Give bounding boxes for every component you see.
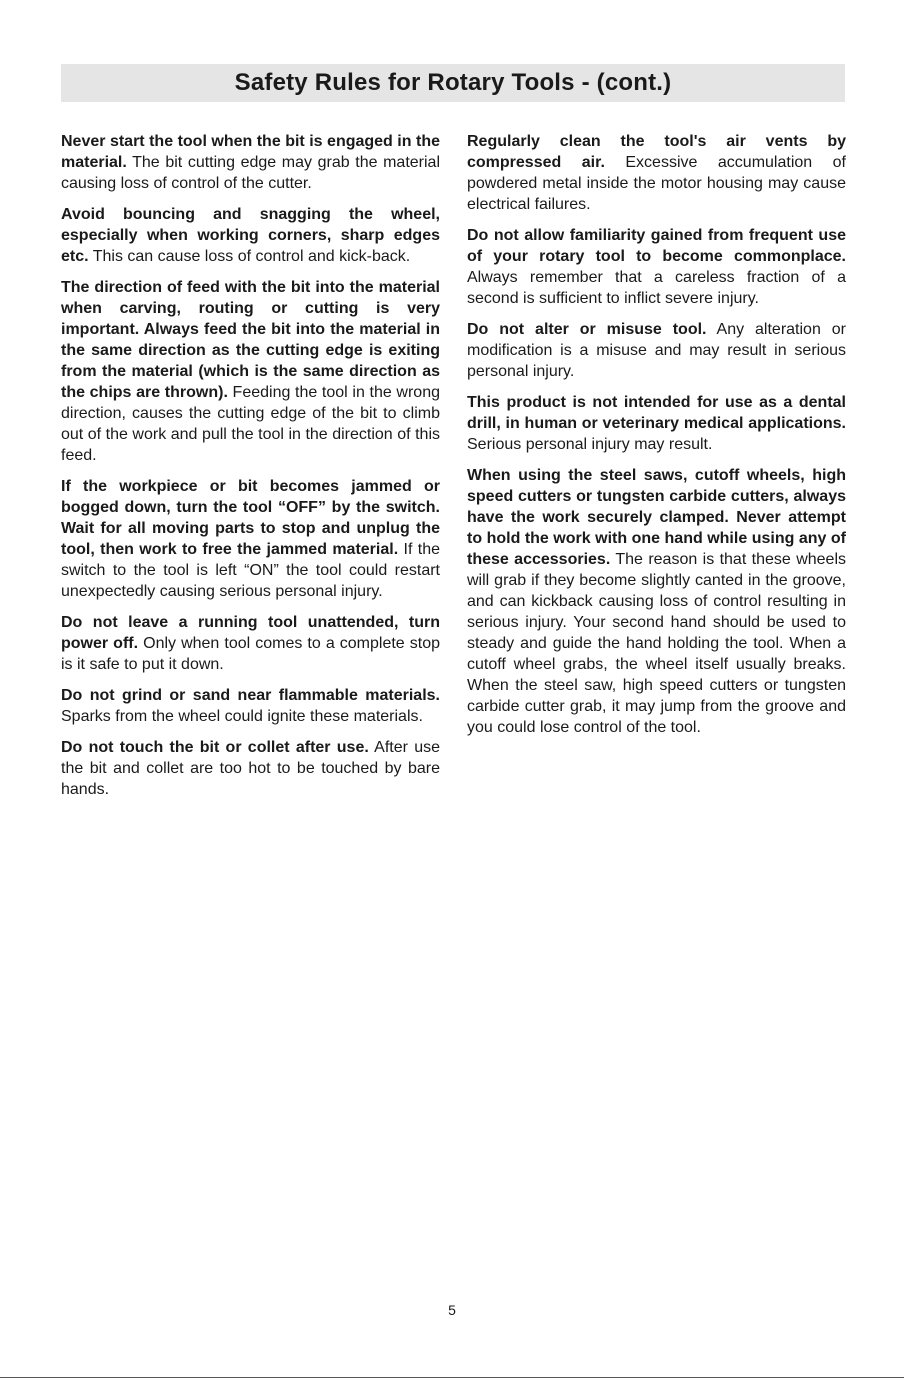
title-banner [61,64,845,102]
safety-rule [467,319,846,382]
safety-rule [61,131,440,194]
safety-rule-heading: If the workpiece or bit becomes jammed or bogged down, turn the tool “OFF” by the switch. Wait for all moving parts to stop and unplug the tool, then work to free the jammed material. [61,478,440,558]
safety-rule [61,277,440,466]
page-number: 5 [448,1302,456,1318]
safety-rule [61,685,440,727]
safety-rule [61,476,440,602]
safety-rule [467,131,846,215]
safety-rule-heading: Avoid bouncing and snagging the wheel, especially when working corners, sharp edges etc. [61,206,440,265]
safety-rule [467,465,846,738]
safety-rule-text: Any alteration or modification is a misuse and may result in serious personal injury. [467,321,846,380]
page-title: Safety Rules for Rotary Tools - (cont.) [234,69,672,96]
safety-rule-heading: Do not touch the bit or collet after use. [61,739,369,756]
safety-rule-text: Feeding the tool in the wrong direction, causes the cutting edge of the bit to climb out of the work and pull the tool in the direction of this feed. [61,384,440,464]
safety-rule-text: Only when tool comes to a complete stop is it safe to put it down. [61,635,441,673]
safety-rule-text: If the switch to the tool is left “ON” the tool could restart unexpectedly causing serious personal injury. [61,541,440,600]
safety-rule-text: Always remember that a careless fraction of a second is sufficient to inflict severe injury. [467,269,846,307]
safety-rule-heading: Do not leave a running tool unattended, turn power off. [61,614,440,652]
safety-rule-text: Serious personal injury may result. [467,436,713,453]
safety-rule-heading: Do not alter or misuse tool. [467,321,707,338]
safety-rule-heading: When using the steel saws, cutoff wheels, high speed cutters or tungsten carbide cutters, always have the work securely clamped. Never attempt to hold the work with one hand while using any of these accessories. [467,467,846,568]
left-column [61,131,440,810]
right-column [467,131,846,748]
safety-rule-heading: Do not allow familiarity gained from frequent use of your rotary tool to become commonplace. [467,227,846,265]
safety-rule [61,737,440,800]
safety-rule [467,392,846,455]
safety-rule-text: This can cause loss of control and kick-back. [88,248,411,265]
safety-rule-heading: Regularly clean the tool's air vents by compressed air. [467,133,846,171]
safety-rule-heading: Never start the tool when the bit is engaged in the material. [61,133,440,171]
bottom-divider [0,1377,904,1378]
safety-rule [61,612,440,675]
safety-rule-heading: Do not grind or sand near flammable materials. [61,687,440,704]
safety-rule-heading: This product is not intended for use as a dental drill, in human or veterinary medical applications. [467,394,846,432]
safety-rule [467,225,846,309]
safety-rule-text: Excessive accumulation of powdered metal inside the motor housing may cause electrical failures. [467,154,846,213]
safety-rule-text: The bit cutting edge may grab the material causing loss of control of the cutter. [61,154,440,192]
safety-rule [61,204,440,267]
safety-rule-text: Sparks from the wheel could ignite these materials. [61,708,423,725]
safety-rule-text: The reason is that these wheels will grab if they become slightly canted in the groove, and can kickback causing loss of control resulting in serious injury. Your second hand should be used to steady and guide the hand holding the tool. When a cutoff wheel grabs, the wheel itself usually breaks. When the steel saw, high speed cutters or tungsten carbide cutter grab, it may jump from the groove and you could lose control of the tool. [467,551,846,736]
safety-rule-heading: The direction of feed with the bit into the material when carving, routing or cutting is very important. Always feed the bit into the material in the same direction as the cutting edge is exiting from the material (which is the same direction as the chips are thrown). [61,279,440,401]
safety-rule-text: After use the bit and collet are too hot to be touched by bare hands. [61,739,441,798]
